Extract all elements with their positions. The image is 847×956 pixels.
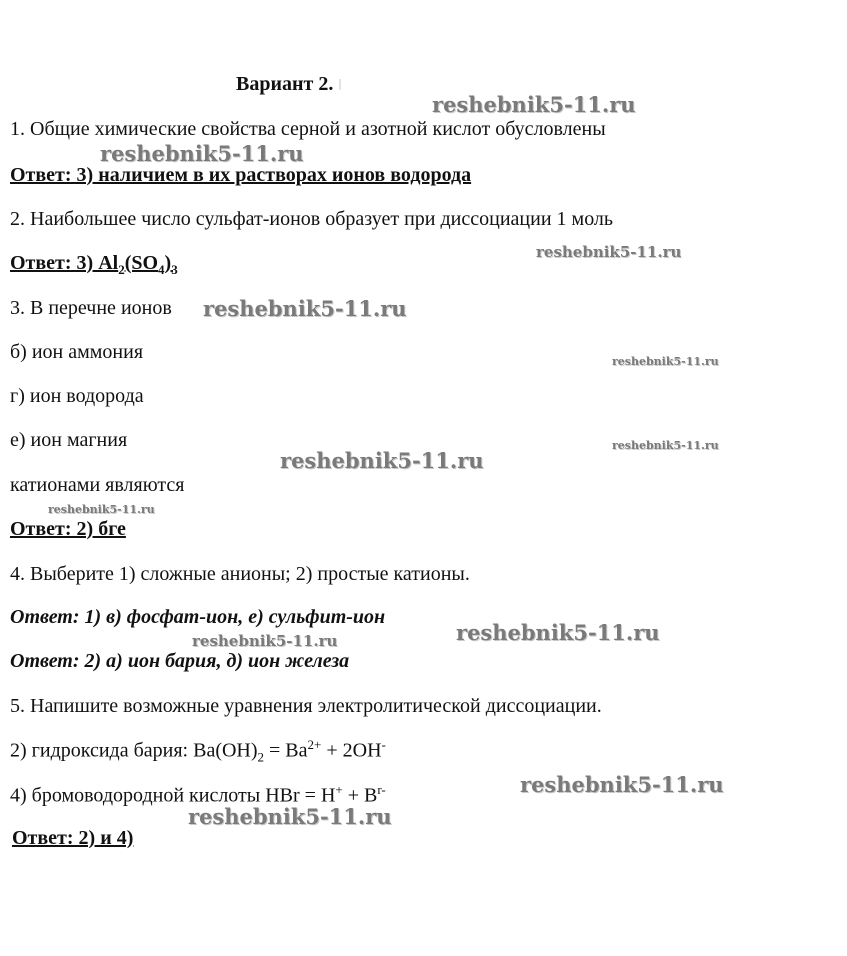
title-tick: ǀ: [338, 77, 342, 94]
answer-5: Ответ: 2) и 4): [12, 827, 134, 849]
watermark: reshebnik5-11.ru: [612, 439, 719, 452]
answer-4-1: Ответ: 1) в) фосфат-ион, е) сульфит-ион: [10, 606, 386, 628]
equation-barium-hydroxide: 2) гидроксида бария: $Ba(OH)_2 = Ba^{2+} + 2OH^-$: [10, 737, 386, 765]
question-1: 1. Общие химические свойства серной и азотной кислот обусловлены: [10, 118, 606, 140]
watermark: reshebnik5-11.ru: [48, 503, 155, 516]
question-3-item-g: г) ион водорода: [10, 385, 144, 407]
equation-hydrobromic-acid: 4) бромоводородной кислоты HBr = $H^+ + B^{r-}$: [10, 782, 386, 807]
answer-4-2: Ответ: 2) а) ион бария, д) ион железа: [10, 650, 350, 672]
question-3-tail: катионами являются: [10, 474, 185, 496]
page-title: Вариант 2. ǀ: [236, 73, 342, 95]
question-5: 5. Напишите возможные уравнения электролитической диссоциации.: [10, 695, 602, 717]
watermark: reshebnik5-11.ru: [280, 448, 484, 473]
watermark: reshebnik5-11.ru: [520, 772, 724, 797]
watermark: reshebnik5-11.ru: [612, 355, 719, 368]
watermark: reshebnik5-11.ru: [203, 296, 407, 321]
question-2: 2. Наибольшее число сульфат-ионов образует при диссоциации 1 моль: [10, 208, 614, 230]
watermark: reshebnik5-11.ru: [456, 620, 660, 645]
question-3-item-e: е) ион магния: [10, 429, 128, 451]
question-3-item-b: б) ион аммония: [10, 341, 144, 363]
question-3: 3. В перечне ионов: [10, 297, 172, 319]
question-4: 4. Выберите 1) сложные анионы; 2) простые катионы.: [10, 563, 470, 585]
answer-3: Ответ: 2) бге: [10, 518, 126, 540]
answer-1: Ответ: 3) наличием в их растворах ионов водорода: [10, 164, 472, 186]
answer-2: Ответ: 3) $Al_2(SO_4)_3$: [10, 252, 178, 277]
watermark: reshebnik5-11.ru: [192, 632, 338, 650]
watermark: reshebnik5-11.ru: [188, 804, 392, 829]
watermark: reshebnik5-11.ru: [536, 243, 682, 261]
watermark: reshebnik5-11.ru: [432, 92, 636, 117]
watermark: reshebnik5-11.ru: [100, 141, 304, 166]
